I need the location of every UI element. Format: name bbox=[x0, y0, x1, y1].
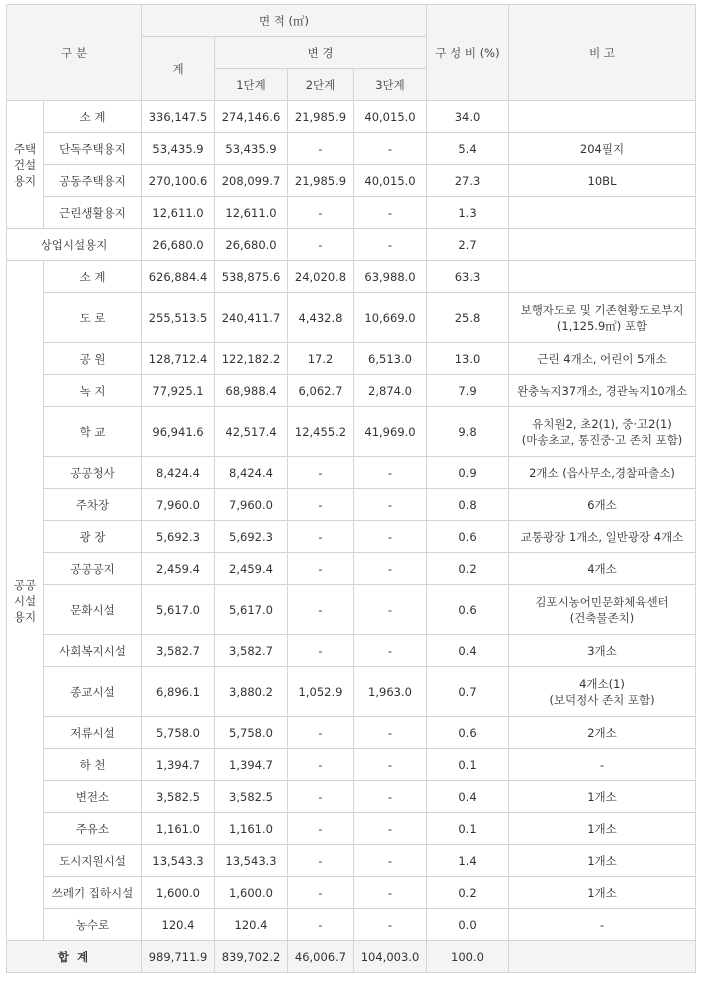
cell-ratio: 0.0 bbox=[427, 909, 509, 941]
cell-s2: 24,020.8 bbox=[288, 261, 354, 293]
cell-note: 1개소 bbox=[509, 845, 696, 877]
header-stage2: 2단계 bbox=[288, 69, 354, 101]
row-label: 농수로 bbox=[44, 909, 142, 941]
row-label: 공 원 bbox=[44, 343, 142, 375]
cell-note: 204필지 bbox=[509, 133, 696, 165]
table-row bbox=[7, 521, 696, 553]
row-label: 변전소 bbox=[44, 781, 142, 813]
cell-s1: 1,161.0 bbox=[215, 813, 288, 845]
cell-note: 6개소 bbox=[509, 489, 696, 521]
cell-ratio: 0.2 bbox=[427, 877, 509, 909]
table-row bbox=[7, 585, 696, 635]
cell-total: 255,513.5 bbox=[142, 293, 215, 343]
cell-s2: 4,432.8 bbox=[288, 293, 354, 343]
cell-total: 6,896.1 bbox=[142, 667, 215, 717]
cell-s1: 7,960.0 bbox=[215, 489, 288, 521]
row-label: 저류시설 bbox=[44, 717, 142, 749]
table-row bbox=[7, 261, 696, 293]
cell-s1: 5,758.0 bbox=[215, 717, 288, 749]
row-label: 주유소 bbox=[44, 813, 142, 845]
row-label: 공공공지 bbox=[44, 553, 142, 585]
row-label: 녹 지 bbox=[44, 375, 142, 407]
cell-s3: - bbox=[354, 813, 427, 845]
table-row bbox=[7, 781, 696, 813]
table-row bbox=[7, 229, 696, 261]
cell-s1: 120.4 bbox=[215, 909, 288, 941]
row-label: 공공청사 bbox=[44, 457, 142, 489]
cell-s3: - bbox=[354, 229, 427, 261]
group-label-public: 공공 시설 용지 bbox=[7, 261, 44, 941]
total-s2: 46,006.7 bbox=[288, 941, 354, 973]
cell-s2: - bbox=[288, 845, 354, 877]
cell-s2: - bbox=[288, 521, 354, 553]
cell-note: 2개소 (읍사무소,경찰파출소) bbox=[509, 457, 696, 489]
total-row bbox=[7, 941, 696, 973]
cell-s3: 1,963.0 bbox=[354, 667, 427, 717]
table-row bbox=[7, 813, 696, 845]
cell-total: 1,394.7 bbox=[142, 749, 215, 781]
cell-s3: - bbox=[354, 197, 427, 229]
table-row bbox=[7, 375, 696, 407]
cell-s2: 17.2 bbox=[288, 343, 354, 375]
header-stage3: 3단계 bbox=[354, 69, 427, 101]
cell-total: 8,424.4 bbox=[142, 457, 215, 489]
header-category: 구 분 bbox=[7, 5, 142, 101]
cell-s3: - bbox=[354, 877, 427, 909]
cell-total: 13,543.3 bbox=[142, 845, 215, 877]
cell-s1: 42,517.4 bbox=[215, 407, 288, 457]
header-stage1: 1단계 bbox=[215, 69, 288, 101]
cell-ratio: 9.8 bbox=[427, 407, 509, 457]
table-row bbox=[7, 717, 696, 749]
table-row bbox=[7, 877, 696, 909]
cell-s2: - bbox=[288, 585, 354, 635]
cell-s2: - bbox=[288, 553, 354, 585]
cell-total: 5,758.0 bbox=[142, 717, 215, 749]
cell-note: 1개소 bbox=[509, 813, 696, 845]
total-s3: 104,003.0 bbox=[354, 941, 427, 973]
row-label: 문화시설 bbox=[44, 585, 142, 635]
total-label: 합 계 bbox=[7, 941, 142, 973]
table-row bbox=[7, 293, 696, 343]
cell-s2: 21,985.9 bbox=[288, 165, 354, 197]
cell-total: 3,582.7 bbox=[142, 635, 215, 667]
cell-s3: - bbox=[354, 717, 427, 749]
cell-ratio: 0.1 bbox=[427, 749, 509, 781]
cell-note: 4개소 bbox=[509, 553, 696, 585]
cell-total: 336,147.5 bbox=[142, 101, 215, 133]
row-label: 종교시설 bbox=[44, 667, 142, 717]
cell-ratio: 0.6 bbox=[427, 717, 509, 749]
cell-ratio: 0.8 bbox=[427, 489, 509, 521]
cell-s1: 538,875.6 bbox=[215, 261, 288, 293]
cell-s2: 1,052.9 bbox=[288, 667, 354, 717]
cell-ratio: 27.3 bbox=[427, 165, 509, 197]
cell-ratio: 0.2 bbox=[427, 553, 509, 585]
cell-note: 1개소 bbox=[509, 877, 696, 909]
cell-s2: - bbox=[288, 813, 354, 845]
cell-s1: 1,394.7 bbox=[215, 749, 288, 781]
cell-total: 120.4 bbox=[142, 909, 215, 941]
cell-ratio: 34.0 bbox=[427, 101, 509, 133]
cell-note bbox=[509, 229, 696, 261]
cell-s2: - bbox=[288, 877, 354, 909]
cell-ratio: 13.0 bbox=[427, 343, 509, 375]
cell-s1: 26,680.0 bbox=[215, 229, 288, 261]
cell-total: 128,712.4 bbox=[142, 343, 215, 375]
cell-total: 5,692.3 bbox=[142, 521, 215, 553]
cell-ratio: 63.3 bbox=[427, 261, 509, 293]
table-row bbox=[7, 197, 696, 229]
cell-total: 626,884.4 bbox=[142, 261, 215, 293]
cell-note: 완충녹지37개소, 경관녹지10개소 bbox=[509, 375, 696, 407]
cell-s2: - bbox=[288, 717, 354, 749]
row-label: 광 장 bbox=[44, 521, 142, 553]
cell-ratio: 0.4 bbox=[427, 781, 509, 813]
cell-s1: 12,611.0 bbox=[215, 197, 288, 229]
cell-s1: 274,146.6 bbox=[215, 101, 288, 133]
cell-s1: 1,600.0 bbox=[215, 877, 288, 909]
cell-total: 26,680.0 bbox=[142, 229, 215, 261]
cell-s2: 21,985.9 bbox=[288, 101, 354, 133]
table-header bbox=[7, 5, 696, 101]
cell-s2: - bbox=[288, 909, 354, 941]
cell-s1: 53,435.9 bbox=[215, 133, 288, 165]
cell-note: 2개소 bbox=[509, 717, 696, 749]
cell-total: 3,582.5 bbox=[142, 781, 215, 813]
table-row bbox=[7, 133, 696, 165]
cell-note: 유치원2, 초2(1), 중·고2(1) (마송초교, 통진중·고 존치 포함) bbox=[509, 407, 696, 457]
cell-note: 근린 4개소, 어린이 5개소 bbox=[509, 343, 696, 375]
cell-ratio: 2.7 bbox=[427, 229, 509, 261]
cell-note: 3개소 bbox=[509, 635, 696, 667]
table-row bbox=[7, 343, 696, 375]
cell-s3: 41,969.0 bbox=[354, 407, 427, 457]
group-label-housing: 주택 건설 용지 bbox=[7, 101, 44, 229]
table-row bbox=[7, 635, 696, 667]
row-label: 공동주택용지 bbox=[44, 165, 142, 197]
cell-s3: - bbox=[354, 749, 427, 781]
cell-ratio: 0.9 bbox=[427, 457, 509, 489]
cell-s3: - bbox=[354, 845, 427, 877]
cell-s1: 8,424.4 bbox=[215, 457, 288, 489]
cell-s1: 13,543.3 bbox=[215, 845, 288, 877]
cell-total: 5,617.0 bbox=[142, 585, 215, 635]
cell-s3: - bbox=[354, 133, 427, 165]
cell-note: 1개소 bbox=[509, 781, 696, 813]
row-label: 도시지원시설 bbox=[44, 845, 142, 877]
cell-s2: - bbox=[288, 749, 354, 781]
row-label: 소 계 bbox=[44, 261, 142, 293]
cell-note: 보행자도로 및 기존현황도로부지 (1,125.9㎡) 포함 bbox=[509, 293, 696, 343]
row-label: 사회복지시설 bbox=[44, 635, 142, 667]
cell-ratio: 0.1 bbox=[427, 813, 509, 845]
cell-s1: 240,411.7 bbox=[215, 293, 288, 343]
cell-total: 12,611.0 bbox=[142, 197, 215, 229]
cell-note: 교통광장 1개소, 일반광장 4개소 bbox=[509, 521, 696, 553]
cell-total: 1,600.0 bbox=[142, 877, 215, 909]
cell-s3: 6,513.0 bbox=[354, 343, 427, 375]
cell-s1: 3,582.7 bbox=[215, 635, 288, 667]
cell-ratio: 0.7 bbox=[427, 667, 509, 717]
table-row bbox=[7, 845, 696, 877]
cell-ratio: 0.6 bbox=[427, 521, 509, 553]
cell-total: 53,435.9 bbox=[142, 133, 215, 165]
cell-note: - bbox=[509, 909, 696, 941]
cell-note: 10BL bbox=[509, 165, 696, 197]
cell-s2: - bbox=[288, 635, 354, 667]
cell-s3: - bbox=[354, 489, 427, 521]
table-row bbox=[7, 407, 696, 457]
cell-note bbox=[509, 197, 696, 229]
cell-s1: 2,459.4 bbox=[215, 553, 288, 585]
cell-s1: 5,692.3 bbox=[215, 521, 288, 553]
cell-total: 96,941.6 bbox=[142, 407, 215, 457]
total-note bbox=[509, 941, 696, 973]
table-row bbox=[7, 457, 696, 489]
row-label: 소 계 bbox=[44, 101, 142, 133]
cell-s2: - bbox=[288, 457, 354, 489]
cell-s1: 122,182.2 bbox=[215, 343, 288, 375]
cell-s3: 40,015.0 bbox=[354, 101, 427, 133]
cell-s2: - bbox=[288, 229, 354, 261]
header-change: 변 경 bbox=[215, 37, 427, 69]
row-label: 하 천 bbox=[44, 749, 142, 781]
row-label: 주차장 bbox=[44, 489, 142, 521]
header-ratio: 구 성 비 (%) bbox=[427, 5, 509, 101]
total-total: 989,711.9 bbox=[142, 941, 215, 973]
cell-s1: 3,880.2 bbox=[215, 667, 288, 717]
cell-s3: - bbox=[354, 521, 427, 553]
header-area: 면 적 (㎡) bbox=[142, 5, 427, 37]
cell-s2: 12,455.2 bbox=[288, 407, 354, 457]
row-label: 쓰레기 집하시설 bbox=[44, 877, 142, 909]
land-use-table bbox=[6, 4, 696, 973]
cell-s3: - bbox=[354, 635, 427, 667]
cell-ratio: 0.4 bbox=[427, 635, 509, 667]
cell-ratio: 7.9 bbox=[427, 375, 509, 407]
cell-note bbox=[509, 101, 696, 133]
table-row bbox=[7, 489, 696, 521]
cell-s2: - bbox=[288, 781, 354, 813]
cell-s3: - bbox=[354, 909, 427, 941]
row-label: 도 로 bbox=[44, 293, 142, 343]
total-s1: 839,702.2 bbox=[215, 941, 288, 973]
cell-s1: 68,988.4 bbox=[215, 375, 288, 407]
cell-note: 김포시농어민문화체육센터 (건축물존치) bbox=[509, 585, 696, 635]
header-note: 비 고 bbox=[509, 5, 696, 101]
cell-ratio: 0.6 bbox=[427, 585, 509, 635]
table-row bbox=[7, 909, 696, 941]
cell-total: 270,100.6 bbox=[142, 165, 215, 197]
cell-ratio: 25.8 bbox=[427, 293, 509, 343]
cell-s3: 63,988.0 bbox=[354, 261, 427, 293]
cell-ratio: 1.4 bbox=[427, 845, 509, 877]
cell-s3: - bbox=[354, 553, 427, 585]
table-row bbox=[7, 749, 696, 781]
cell-total: 2,459.4 bbox=[142, 553, 215, 585]
cell-s3: - bbox=[354, 457, 427, 489]
table-row bbox=[7, 165, 696, 197]
cell-s2: - bbox=[288, 133, 354, 165]
row-label: 단독주택용지 bbox=[44, 133, 142, 165]
row-label: 근린생활용지 bbox=[44, 197, 142, 229]
table-row bbox=[7, 553, 696, 585]
cell-s3: 10,669.0 bbox=[354, 293, 427, 343]
row-label: 학 교 bbox=[44, 407, 142, 457]
cell-s2: - bbox=[288, 489, 354, 521]
cell-s3: - bbox=[354, 585, 427, 635]
cell-s3: - bbox=[354, 781, 427, 813]
table-row bbox=[7, 667, 696, 717]
row-label: 상업시설용지 bbox=[7, 229, 142, 261]
header-total: 계 bbox=[142, 37, 215, 101]
total-ratio: 100.0 bbox=[427, 941, 509, 973]
cell-note: 4개소(1) (보덕정사 존치 포함) bbox=[509, 667, 696, 717]
cell-s2: 6,062.7 bbox=[288, 375, 354, 407]
cell-note: - bbox=[509, 749, 696, 781]
table-row bbox=[7, 101, 696, 133]
cell-note bbox=[509, 261, 696, 293]
cell-ratio: 1.3 bbox=[427, 197, 509, 229]
cell-s1: 3,582.5 bbox=[215, 781, 288, 813]
cell-total: 7,960.0 bbox=[142, 489, 215, 521]
cell-s2: - bbox=[288, 197, 354, 229]
cell-s3: 2,874.0 bbox=[354, 375, 427, 407]
cell-ratio: 5.4 bbox=[427, 133, 509, 165]
cell-s1: 208,099.7 bbox=[215, 165, 288, 197]
cell-total: 1,161.0 bbox=[142, 813, 215, 845]
land-use-table-container bbox=[6, 4, 696, 973]
cell-total: 77,925.1 bbox=[142, 375, 215, 407]
table-body bbox=[7, 101, 696, 973]
cell-s3: 40,015.0 bbox=[354, 165, 427, 197]
cell-s1: 5,617.0 bbox=[215, 585, 288, 635]
